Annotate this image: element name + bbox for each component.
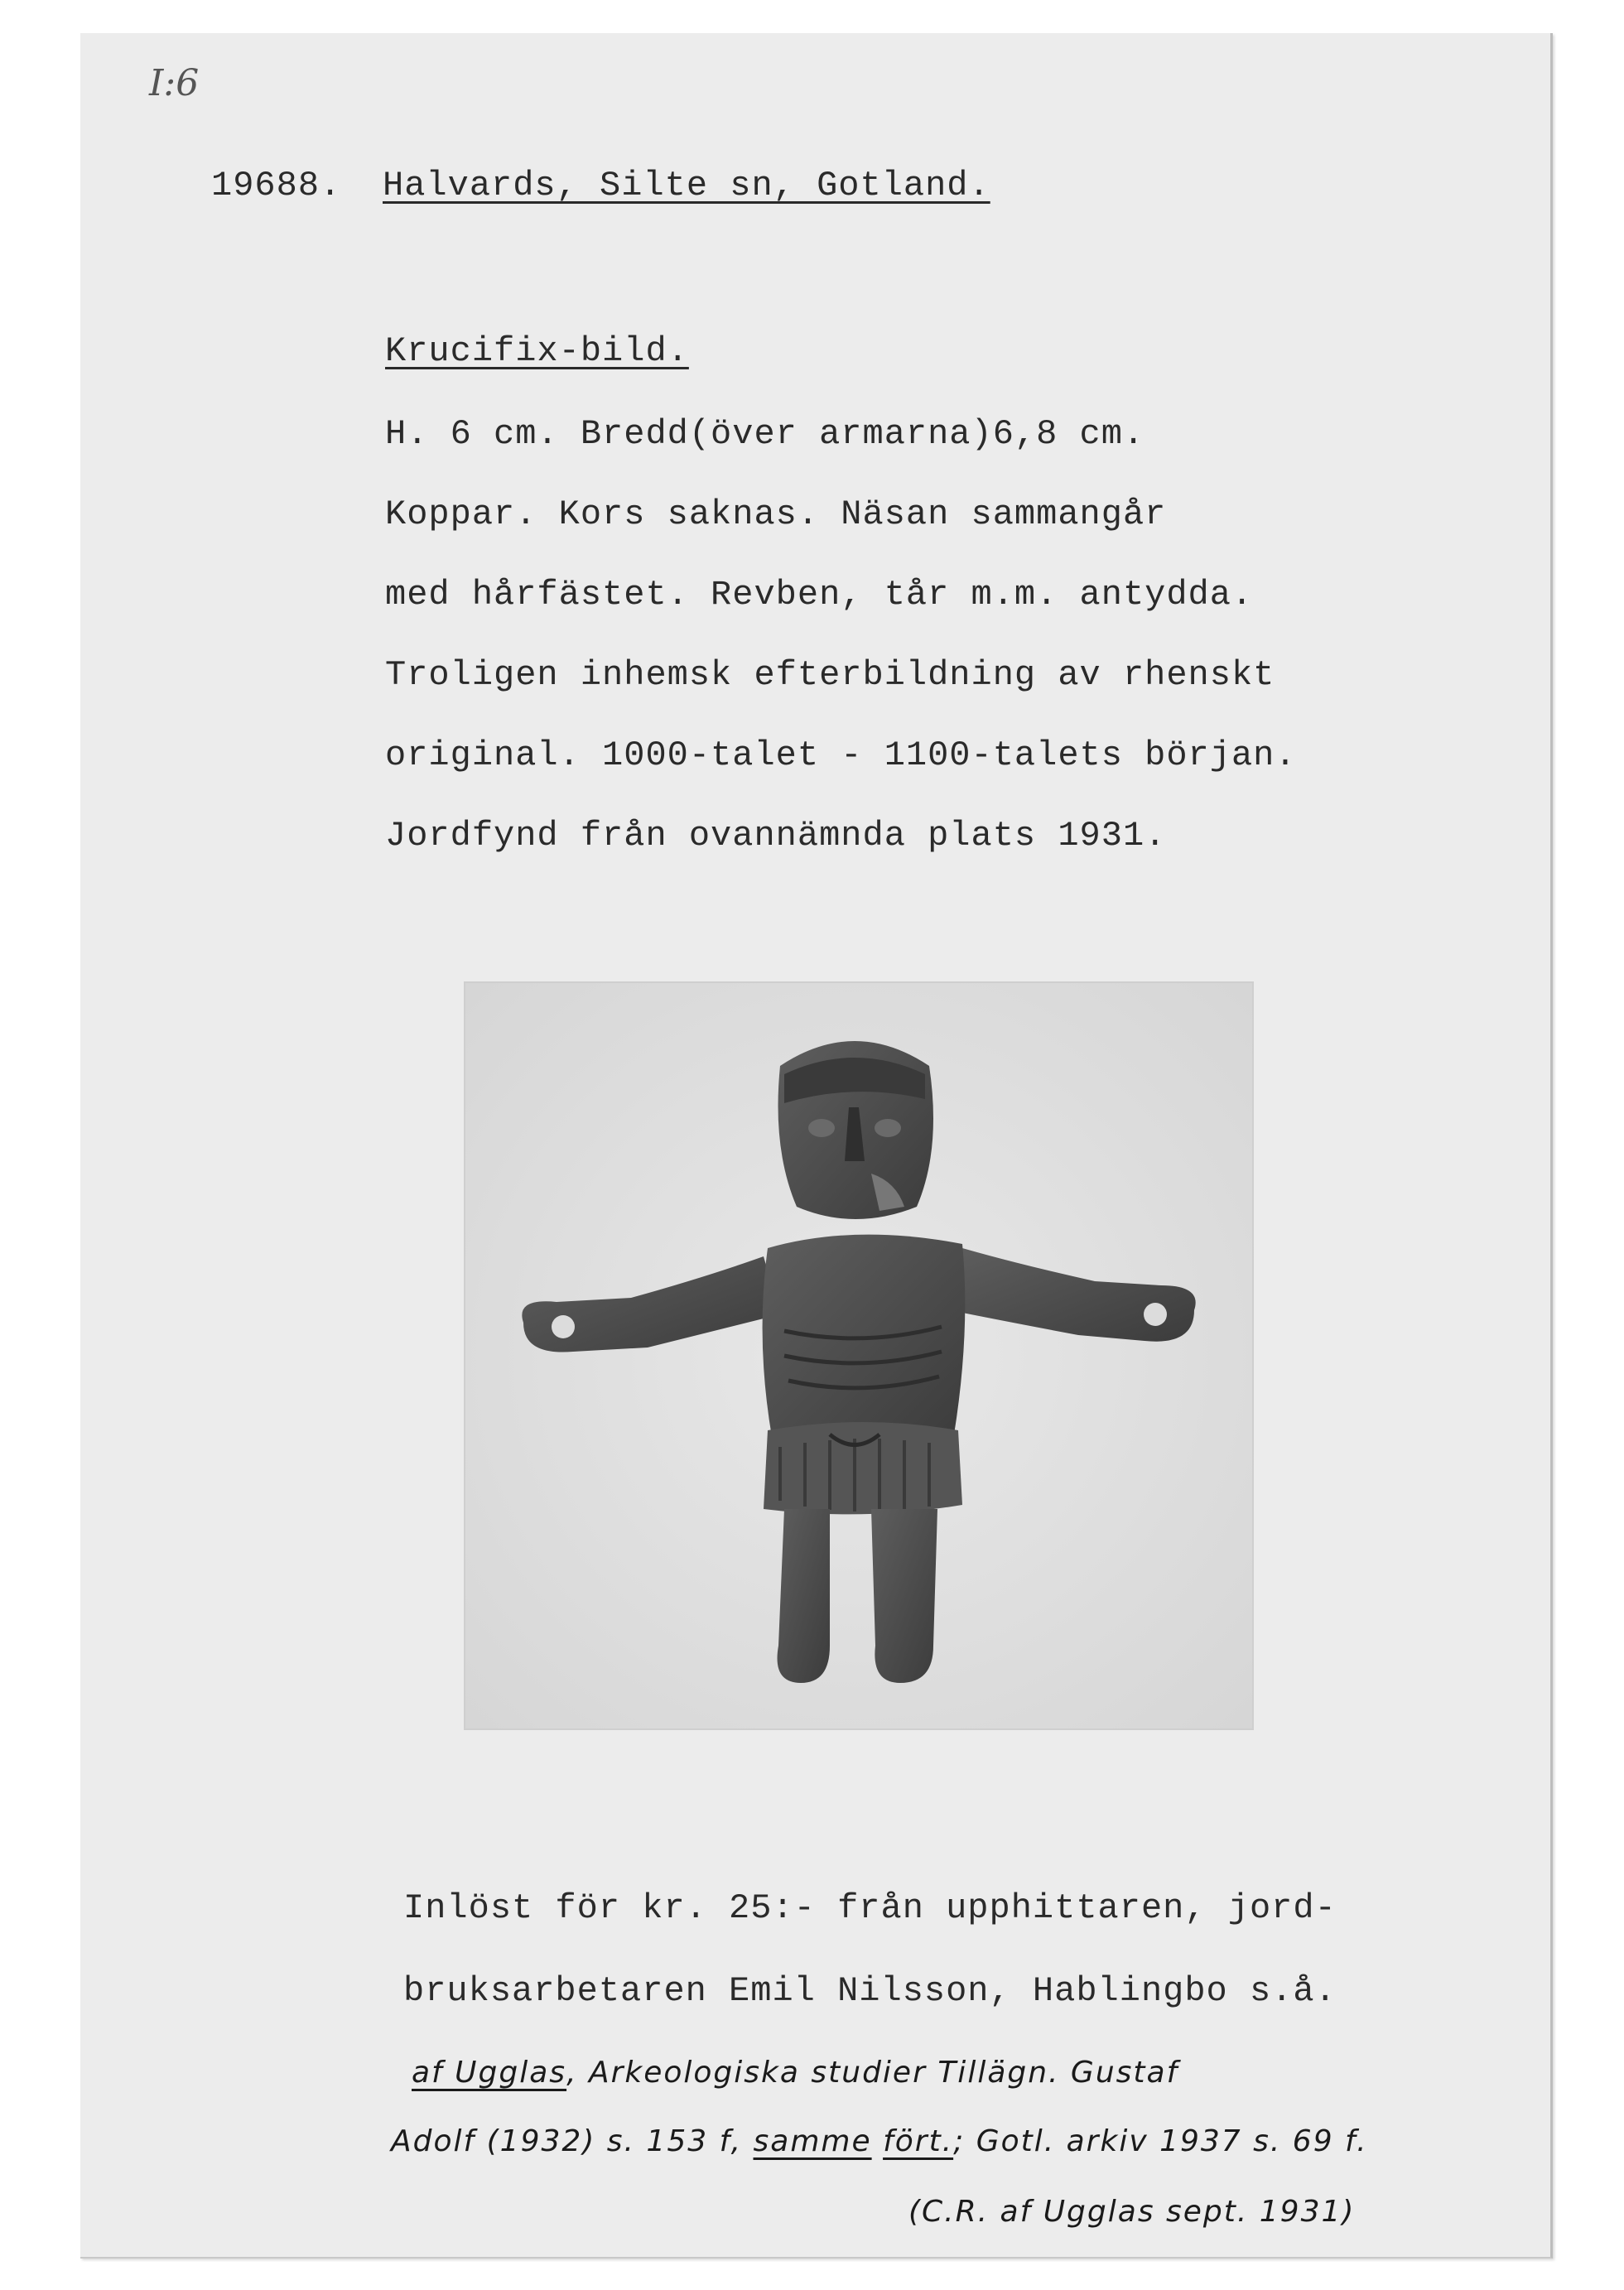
handwritten-signature-line: (C.R. af Ugglas sept. 1931) [908,2195,1356,2229]
description-line-4: Troligen inhemsk efterbildning av rhenskt [385,655,1275,695]
description-line-3: med hårfästet. Revben, tår m.m. antydda. [385,575,1254,615]
reference-line-2-space [872,2124,883,2158]
description-line-1: H. 6 cm. Bredd(över armarna)6,8 cm. [385,414,1145,454]
crucifix-figure-image [465,983,1252,1728]
reference-fort: fört. [883,2124,954,2158]
reference-samme: samme [753,2124,872,2158]
object-title: Krucifix-bild. [385,331,689,371]
handwritten-reference-line-2 [391,2124,1368,2158]
corner-note: I:6 [149,62,200,104]
artifact-photo [464,981,1254,1730]
acquisition-line-2: bruksarbetaren Emil Nilsson, Hablingbo s.å. [403,1971,1337,2011]
description-line-6: Jordfynd från ovannämnda plats 1931. [385,816,1167,856]
archive-card [80,33,1553,2259]
catalog-number: 19688. [211,166,342,205]
handwritten-reference-line-1 [412,2056,1178,2090]
description-line-5: original. 1000-talet - 1100-talets början. [385,735,1297,775]
reference-line-2-rest: ; Gotl. arkiv 1937 s. 69 f. [953,2124,1368,2158]
find-location: Halvards, Silte sn, Gotland. [383,166,990,205]
reference-author: af Ugglas [412,2056,567,2090]
acquisition-line-1: Inlöst för kr. 25:- från upphittaren, jord- [403,1888,1337,1928]
reference-line-2-start: Adolf (1932) s. 153 f, [391,2124,754,2158]
description-line-2: Koppar. Kors saknas. Näsan sammangår [385,494,1167,534]
reference-line-1-text: , Arkeologiska studier Tillägn. Gustaf [566,2056,1179,2090]
